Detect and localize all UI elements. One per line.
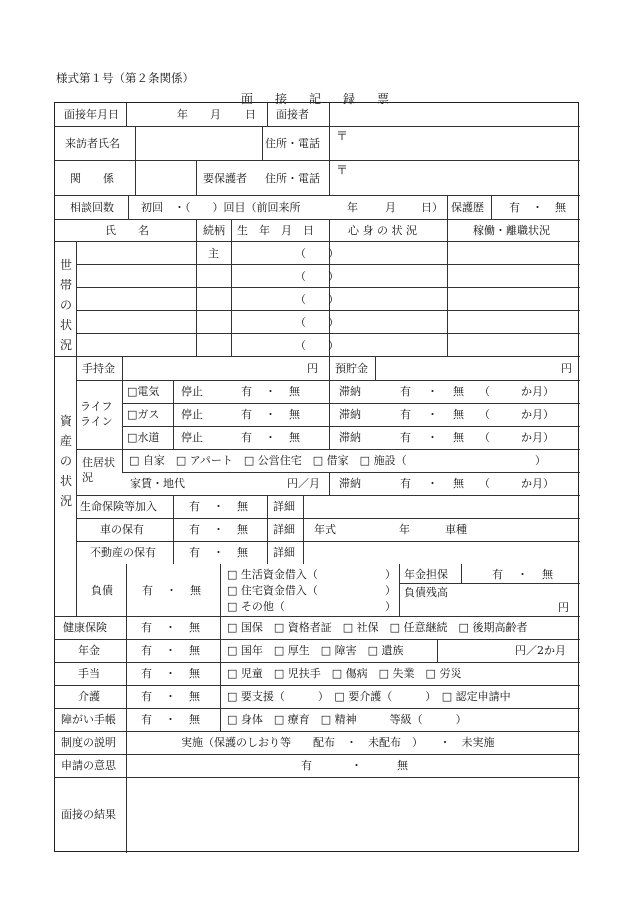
- arrears-yes: 有: [400, 408, 411, 421]
- car-detail-label: 詳細: [273, 523, 295, 536]
- stop-no: 無: [289, 385, 300, 398]
- residence-label: 住居状況: [82, 456, 115, 484]
- row-yes: 有: [141, 713, 152, 726]
- debt-no: 無: [190, 584, 201, 597]
- history-no: 無: [555, 201, 566, 214]
- age-paren: （ ）: [295, 339, 339, 352]
- rent-arrears: 滞納: [339, 477, 361, 490]
- pension-amount: 円／2か月: [515, 644, 566, 657]
- household-name-header: 氏 名: [105, 224, 149, 237]
- row-no: 無: [189, 713, 200, 726]
- row-no: 無: [189, 667, 200, 680]
- lifeline-gas: □ガス: [127, 408, 160, 421]
- insurance-detail-label: 詳細: [273, 500, 295, 513]
- history-yes: 有: [509, 201, 520, 214]
- insurance-label: 生命保険等加入: [80, 500, 157, 513]
- lifeline-label: ライフライン: [80, 400, 113, 428]
- protection-history-label: 保護歴: [451, 201, 484, 214]
- title-char: 録: [343, 92, 356, 106]
- cash-yen: 円: [307, 362, 318, 375]
- interview-year: 年: [177, 108, 188, 121]
- rent-unit: 円／月: [287, 477, 320, 490]
- arrears-dot: ・: [427, 385, 438, 398]
- consult-day: 日）: [421, 201, 443, 214]
- head-of-household-mark: 主: [208, 247, 219, 260]
- row-yes: 有: [141, 667, 152, 680]
- insurance-dot: ・: [213, 500, 224, 513]
- deposit-label: 預貯金: [335, 362, 368, 375]
- car-year-label: 年式: [314, 523, 336, 536]
- debt-item-close: ）: [385, 600, 396, 613]
- health-insurance-options: □ 国保 □ 資格者証 □ 社保 □ 任意継続 □ 後期高齢者: [227, 621, 528, 634]
- stop-dot: ・: [265, 408, 276, 421]
- consult-year: 年: [347, 201, 358, 214]
- rent-dot: ・: [427, 477, 438, 490]
- pension-collateral-label: 年金担保: [404, 568, 448, 581]
- lifeline-water: □水道: [127, 431, 160, 444]
- pension-collateral-no: 無: [542, 568, 553, 581]
- household-relation-header: 続柄: [203, 224, 225, 237]
- car-yes: 有: [189, 523, 200, 536]
- row-dot: ・: [165, 667, 176, 680]
- arrears-no: 無: [453, 431, 464, 444]
- realestate-label: 不動産の保有: [90, 546, 156, 559]
- intention-yes: 有: [301, 759, 312, 772]
- lifeline-stop-label: 停止: [181, 408, 203, 421]
- pension-collateral-yes: 有: [492, 568, 503, 581]
- arrears-months: か月）: [521, 385, 554, 398]
- guardian-label: 要保護者: [203, 172, 247, 185]
- lifeline-electric: □電気: [127, 385, 160, 398]
- relation-label: 関 係: [70, 172, 114, 185]
- title-char: 面: [240, 92, 253, 106]
- household-employment-header: 稼働・離職状況: [473, 224, 550, 237]
- rent-label: 家賃・地代: [130, 477, 185, 490]
- row-dot: ・: [165, 713, 176, 726]
- interview-result-label: 面接の結果: [61, 808, 116, 821]
- car-no: 無: [237, 523, 248, 536]
- rent-no: 無: [453, 477, 464, 490]
- guardian-address-label: 住所・電話: [265, 172, 320, 185]
- debt-yes: 有: [142, 584, 153, 597]
- debt-balance-yen: 円: [558, 601, 569, 614]
- row-no: 無: [189, 621, 200, 634]
- housing-types: □ 自家 □ アパート □ 公営住宅 □ 借家 □ 施設（: [129, 454, 407, 467]
- care-label: 介護: [78, 690, 100, 703]
- health-insurance-label: 健康保険: [63, 621, 107, 634]
- age-paren: （ ）: [295, 316, 339, 329]
- stop-no: 無: [289, 431, 300, 444]
- debt-balance-label: 負債残高: [404, 586, 448, 599]
- row-dot: ・: [165, 690, 176, 703]
- interview-day: 日: [245, 108, 256, 121]
- debt-item-other: □ その他（: [227, 600, 285, 613]
- application-intention-label: 申請の意思: [61, 759, 116, 772]
- car-dot: ・: [213, 523, 224, 536]
- stop-yes: 有: [241, 408, 252, 421]
- housing-close: ）: [535, 454, 546, 467]
- arrears-yes: 有: [400, 431, 411, 444]
- arrears-label: 滞納: [339, 408, 361, 421]
- intention-dot: ・: [351, 759, 362, 772]
- stop-dot: ・: [265, 385, 276, 398]
- cash-label: 手持金: [82, 362, 115, 375]
- age-paren: （ ）: [295, 293, 339, 306]
- car-year-unit: 年: [399, 523, 410, 536]
- visitor-name-label: 来訪者氏名: [65, 137, 120, 150]
- car-label: 車の保有: [100, 523, 144, 536]
- lifeline-stop-label: 停止: [181, 385, 203, 398]
- arrears-months: か月）: [521, 431, 554, 444]
- allowance-label: 手当: [78, 667, 100, 680]
- debt-item-housing: □ 住宅資金借入（: [227, 584, 318, 597]
- interview-record-form: [54, 102, 579, 852]
- row-no: 無: [189, 690, 200, 703]
- interview-date-label: 面接年月日: [64, 108, 119, 121]
- pension-label: 年金: [78, 644, 100, 657]
- paren-open: （: [479, 431, 490, 444]
- disability-book-label: 障がい手帳: [61, 713, 116, 726]
- car-type-label: 車種: [445, 523, 467, 536]
- allowance-options: □ 児童 □ 児扶手 □ 傷病 □ 失業 □ 労災: [227, 667, 462, 680]
- form-number: 様式第１号（第２条関係）: [56, 71, 194, 85]
- system-explanation-text: 実施（保護のしおり等 配布 ・ 未配布 ） ・ 未実施: [181, 736, 495, 749]
- row-yes: 有: [141, 621, 152, 634]
- title-char: 記: [308, 92, 321, 106]
- debt-item-close: ）: [385, 584, 396, 597]
- lifeline-stop-label: 停止: [181, 431, 203, 444]
- consult-count-text: 初回 ・（ ）回目（前回来所: [141, 201, 301, 214]
- age-paren: （ ）: [295, 270, 339, 283]
- insurance-no: 無: [237, 500, 248, 513]
- visitor-postal-mark: 〒: [336, 129, 349, 143]
- consult-count-label: 相談回数: [70, 201, 114, 214]
- insurance-yes: 有: [189, 500, 200, 513]
- intention-no: 無: [397, 759, 408, 772]
- arrears-label: 滞納: [339, 385, 361, 398]
- history-dot: ・: [532, 201, 543, 214]
- row-dot: ・: [165, 621, 176, 634]
- realestate-dot: ・: [213, 546, 224, 559]
- debt-item-living: □ 生活資金借入（: [227, 568, 318, 581]
- arrears-label: 滞納: [339, 431, 361, 444]
- age-paren: （ ）: [295, 247, 339, 260]
- household-group-label: 世 帯 の 状 況: [60, 258, 73, 352]
- arrears-no: 無: [453, 385, 464, 398]
- realestate-detail-label: 詳細: [273, 546, 295, 559]
- disability-book-options: □ 身体 □ 療育 □ 精神 等級（ ）: [227, 713, 467, 726]
- title-char: 接: [274, 92, 287, 106]
- debt-item-close: ）: [385, 568, 396, 581]
- row-no: 無: [189, 644, 200, 657]
- pension-options: □ 国年 □ 厚生 □ 障害 □ 遺族: [227, 644, 404, 657]
- stop-yes: 有: [241, 385, 252, 398]
- paren-open: （: [479, 385, 490, 398]
- interview-month: 月: [210, 108, 221, 121]
- paren-open: （: [479, 408, 490, 421]
- arrears-dot: ・: [427, 431, 438, 444]
- consult-month: 月: [385, 201, 396, 214]
- guardian-postal-mark: 〒: [336, 163, 349, 177]
- realestate-no: 無: [237, 546, 248, 559]
- deposit-yen: 円: [561, 362, 572, 375]
- rent-paren: （: [479, 477, 490, 490]
- realestate-yes: 有: [189, 546, 200, 559]
- arrears-dot: ・: [427, 408, 438, 421]
- assets-group-label: 資 産 の 状 況: [60, 414, 73, 508]
- stop-dot: ・: [265, 431, 276, 444]
- debt-label: 負債: [91, 584, 113, 597]
- care-options: □ 要支援（ ） □ 要介護（ ） □ 認定申請中: [227, 690, 511, 703]
- stop-yes: 有: [241, 431, 252, 444]
- stop-no: 無: [289, 408, 300, 421]
- debt-dot: ・: [166, 584, 177, 597]
- row-dot: ・: [165, 644, 176, 657]
- visitor-address-label: 住所・電話: [265, 137, 320, 150]
- interviewer-label: 面接者: [276, 108, 309, 121]
- household-health-header: 心 身 の 状 況: [348, 224, 417, 237]
- system-explanation-label: 制度の説明: [61, 736, 116, 749]
- rent-months: か月）: [521, 477, 554, 490]
- rent-yes: 有: [400, 477, 411, 490]
- row-yes: 有: [141, 690, 152, 703]
- title-char: 票: [377, 92, 390, 106]
- row-yes: 有: [141, 644, 152, 657]
- pension-collateral-dot: ・: [517, 568, 528, 581]
- household-birth-header: 生 年 月 日: [237, 224, 314, 237]
- arrears-yes: 有: [400, 385, 411, 398]
- arrears-months: か月）: [521, 408, 554, 421]
- arrears-no: 無: [453, 408, 464, 421]
